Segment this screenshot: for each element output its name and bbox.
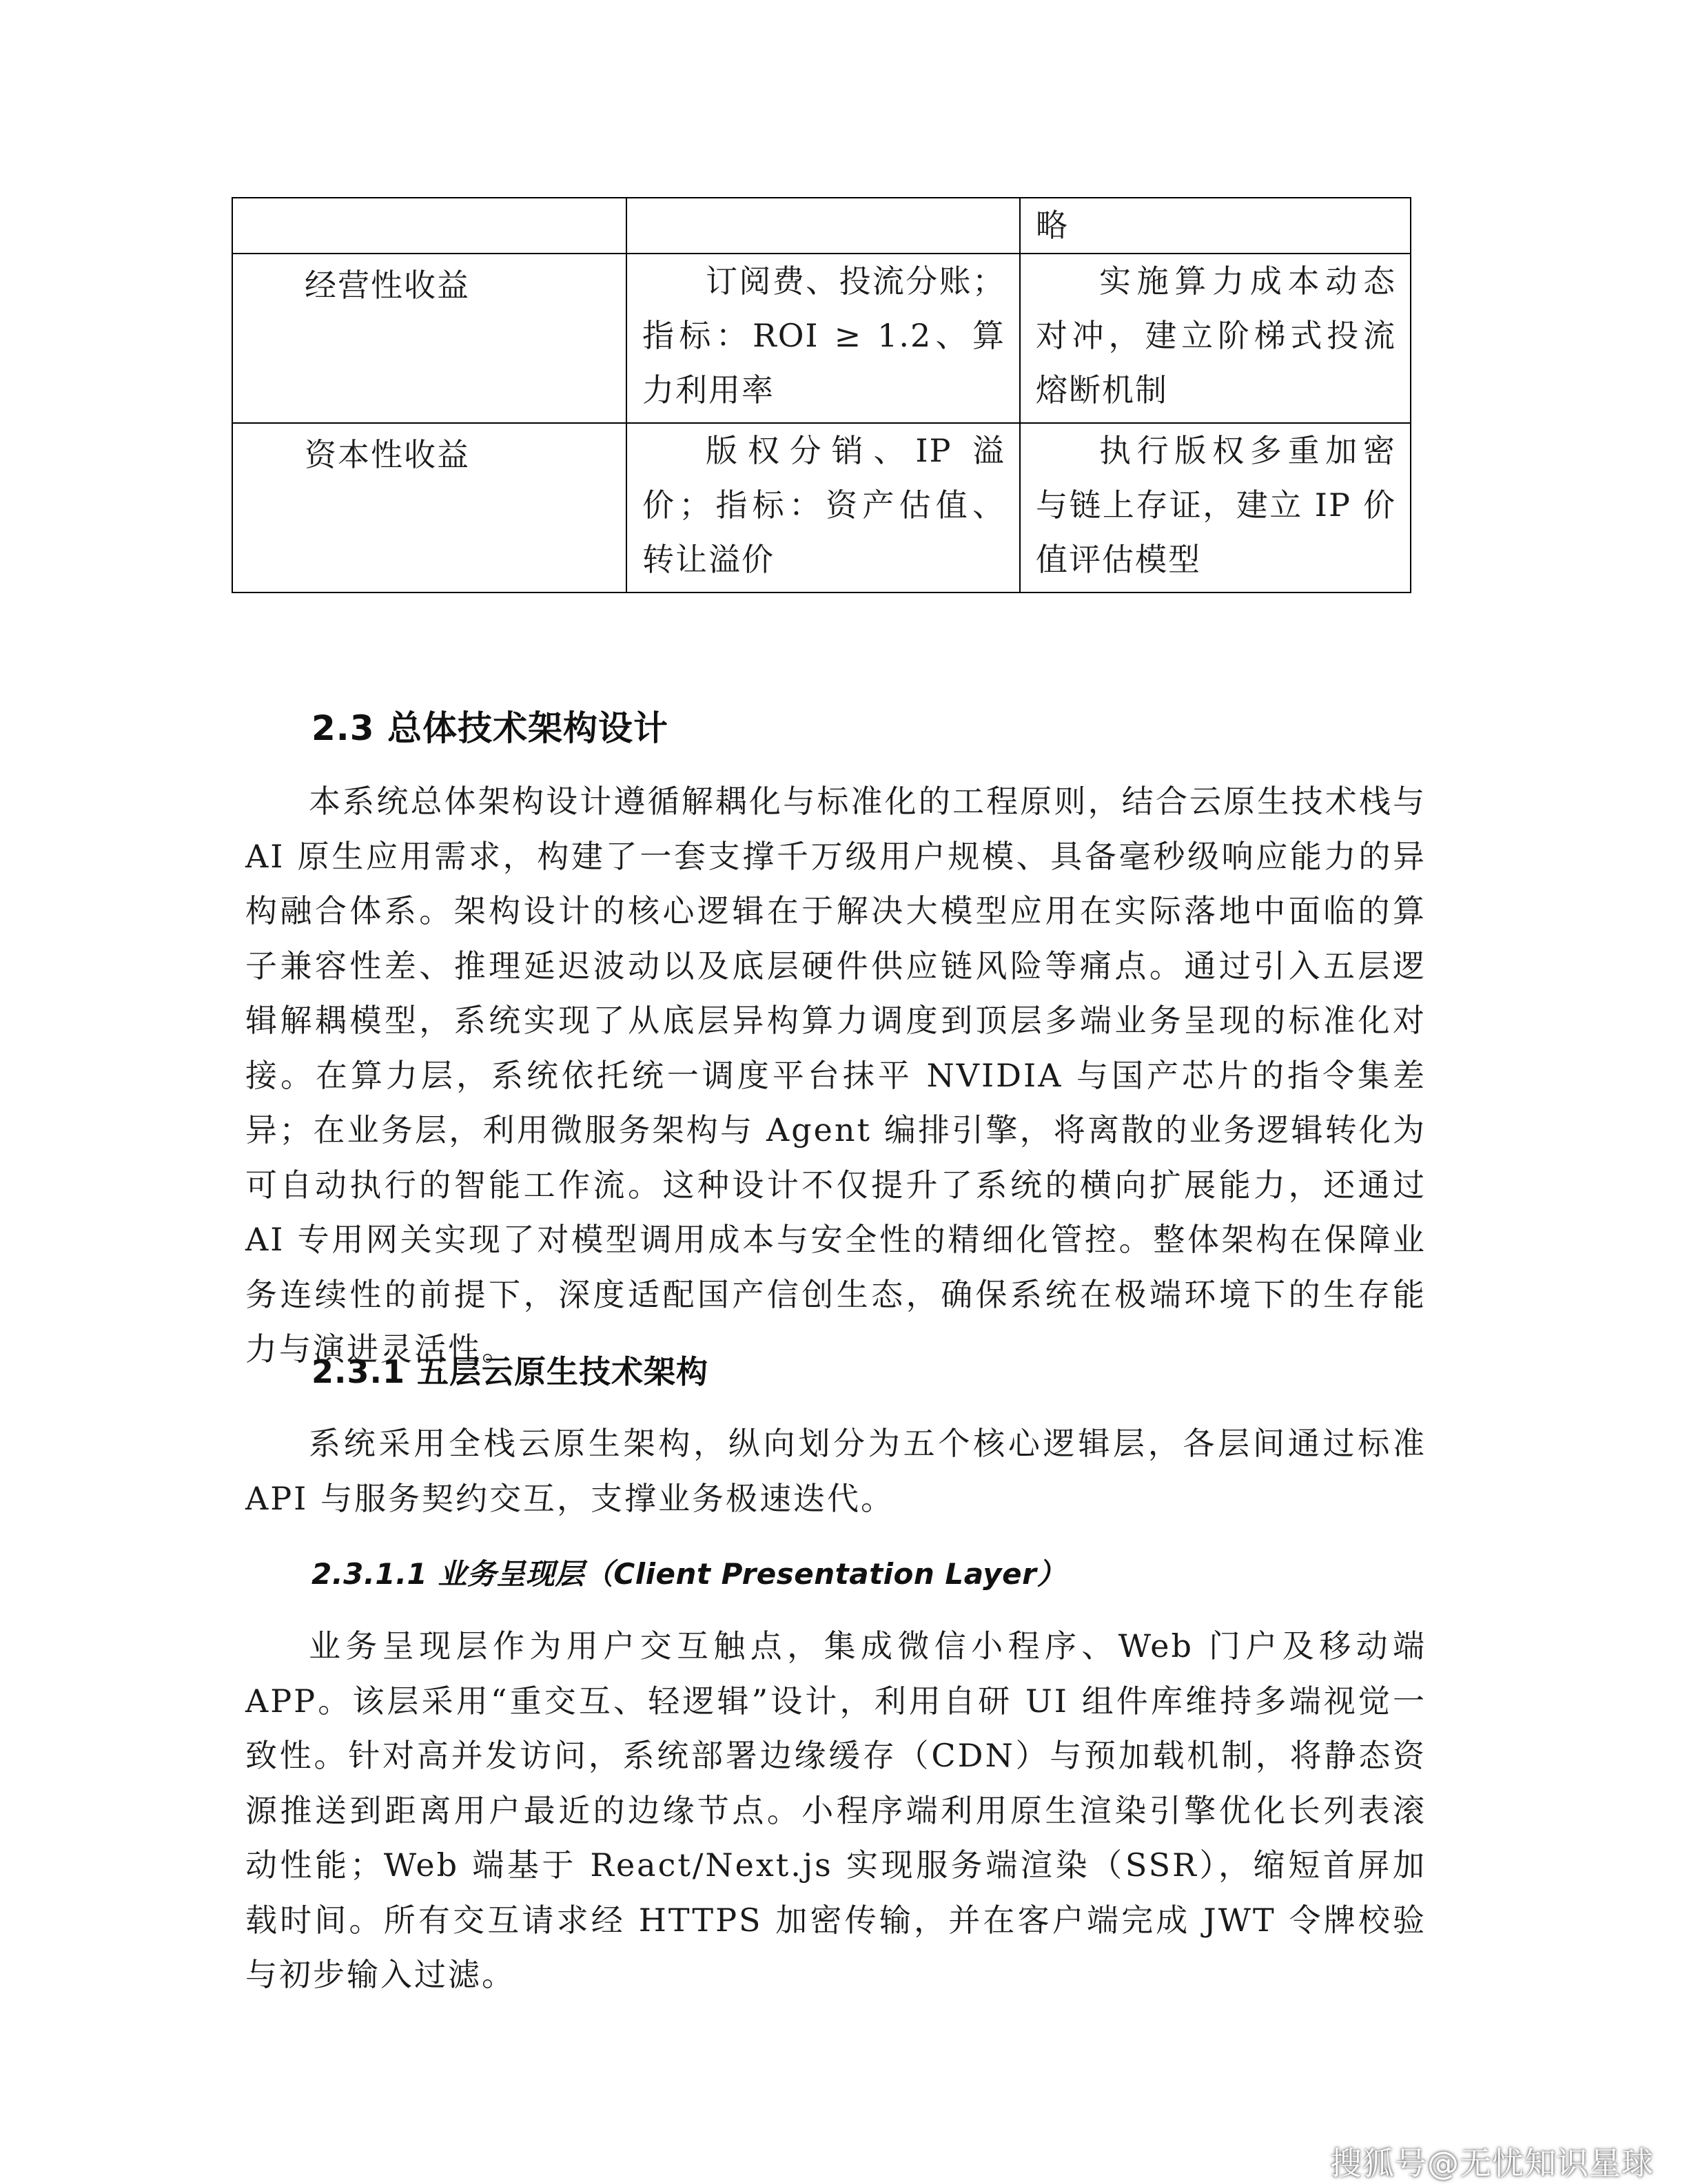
table-row	[232, 423, 1411, 593]
body-paragraph: 系统采用全栈云原生架构，纵向划分为五个核心逻辑层，各层间通过标准 API 与服务契约交互，支撑业务极速迭代。	[245, 1425, 1427, 1517]
table-cell	[626, 254, 1020, 423]
table-cell	[232, 423, 626, 593]
cell-text: 版权分销、IP 溢价；指标：资产估值、转让溢价	[642, 432, 1005, 578]
cell-text: 略	[1036, 207, 1069, 244]
table-row	[232, 198, 1411, 254]
body-paragraph: 本系统总体架构设计遵循解耦化与标准化的工程原则，结合云原生技术栈与 AI 原生应用需求，构建了一套支撑千万级用户规模、具备毫秒级响应能力的异构融合体系。架构设计的核心逻辑在于解决大模型应用在实际落地中面临的算子兼容性差、推理延迟波动以及底层硬件供应链风险等痛点。通过引入五层逻辑解耦模型，系统实现了从底层异构算力调度到顶层多端业务呈现的标准化对接。在算力层，系统依托统一调度平台抹平 NVIDIA 与国产芯片的指令集差异；在业务层，利用微服务架构与 Agent 编排引擎，将离散的业务逻辑转化为可自动执行的智能工作流。这种设计不仅提升了系统的横向扩展能力，还通过 AI 专用网关实现了对模型调用成本与安全性的精细化管控。整体架构在保障业务连续性的前提下，深度适配国产信创生态，确保系统在极端环境下的生存能力与演进灵活性。	[245, 783, 1427, 1368]
table-cell	[1020, 198, 1411, 254]
table-cell	[1020, 423, 1411, 593]
cell-text: 执行版权多重加密与链上存证，建立 IP 价值评估模型	[1036, 432, 1396, 578]
table-cell	[626, 198, 1020, 254]
cell-text: 实施算力成本动态对冲，建立阶梯式投流熔断机制	[1036, 262, 1396, 409]
table-cell	[626, 423, 1020, 593]
table-cell	[232, 198, 626, 254]
table-cell	[232, 254, 626, 423]
table-cell	[1020, 254, 1411, 423]
body-paragraph: 业务呈现层作为用户交互触点，集成微信小程序、Web 门户及移动端 APP。该层采用“重交互、轻逻辑”设计，利用自研 UI 组件库维持多端视觉一致性。针对高并发访问，系统部署边缘缓存（CDN）与预加载机制，将静态资源推送到距离用户最近的边缘节点。小程序端利用原生渲染引擎优化长列表滚动性能；Web 端基于 React/Next.js 实现服务端渲染（SSR），缩短首屏加载时间。所有交互请求经 HTTPS 加密传输，并在客户端完成 JWT 令牌校验与初步输入过滤。	[245, 1627, 1427, 1993]
cell-text: 资本性收益	[305, 436, 470, 473]
subsection-heading: 2.3.1 五层云原生技术架构	[311, 1353, 708, 1390]
cell-text: 订阅费、投流分账；指标：ROI ≥ 1.2、算力利用率	[642, 262, 1005, 409]
cell-text: 经营性收益	[305, 267, 470, 304]
section-heading: 2.3 总体技术架构设计	[311, 708, 668, 748]
table-row	[232, 254, 1411, 423]
revenue-table	[232, 197, 1411, 593]
watermark-text: 搜狐号@无忧知识星球	[1330, 2145, 1654, 2182]
subsubsection-heading: 2.3.1.1 业务呈现层（Client Presentation Layer）	[311, 1557, 1066, 1591]
